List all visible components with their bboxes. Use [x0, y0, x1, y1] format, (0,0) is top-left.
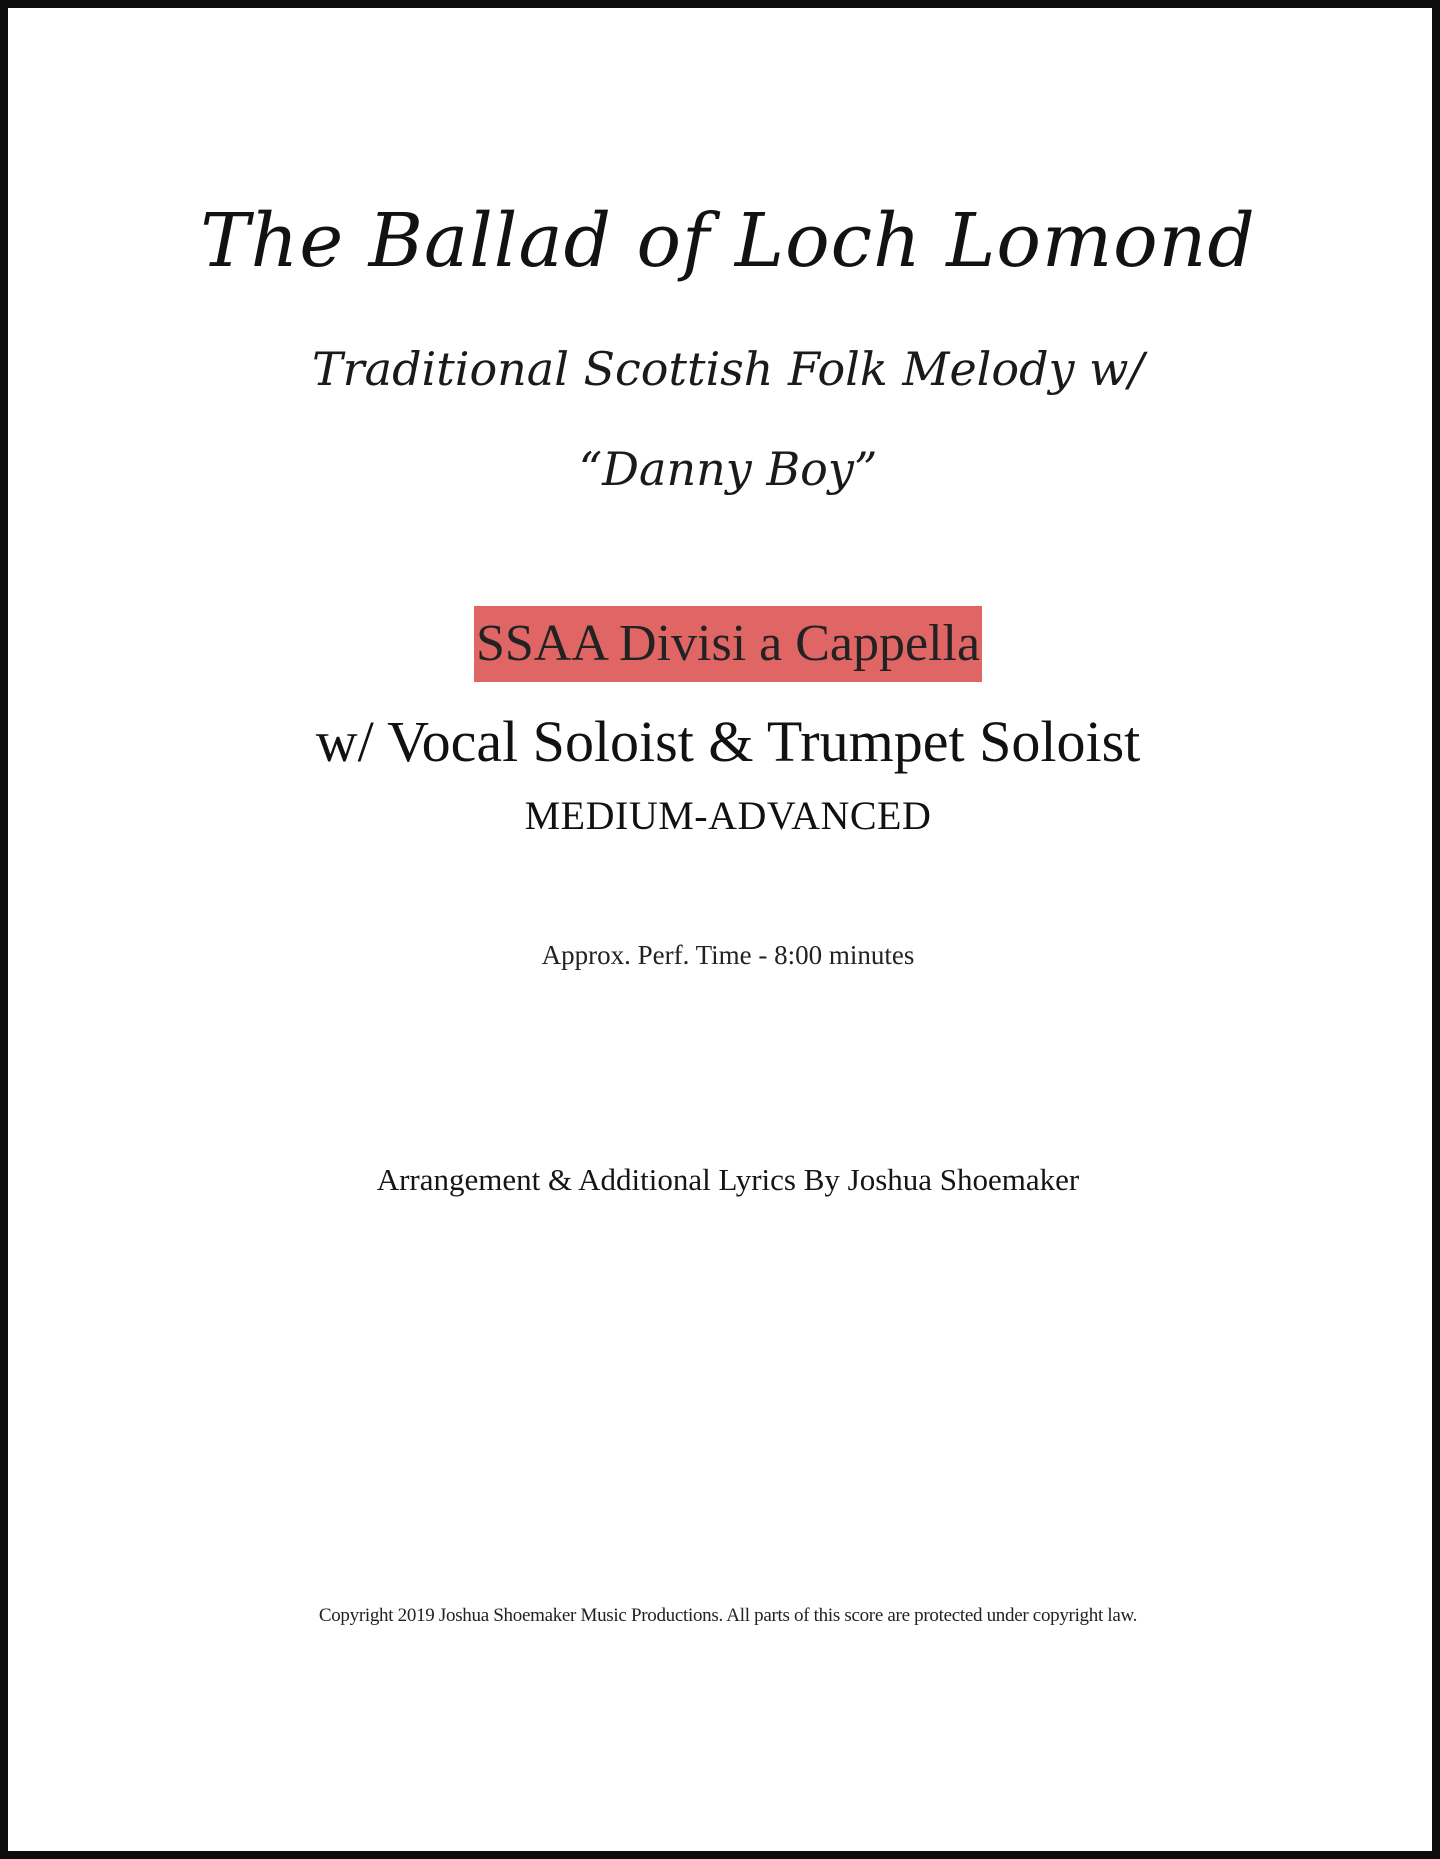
- voicing-highlight: SSAA Divisi a Cappella: [474, 606, 982, 682]
- difficulty-label: MEDIUM-ADVANCED: [524, 793, 932, 838]
- arranger-credits: Arrangement & Additional Lyrics By Joshua Shoemaker: [376, 1162, 1080, 1197]
- performance-time: Approx. Perf. Time - 8:00 minutes: [541, 940, 915, 970]
- copyright-notice: Copyright 2019 Joshua Shoemaker Music Productions. All parts of this score are protected under copyright law.: [318, 1605, 1138, 1626]
- subtitle-line-1: Traditional Scottish Folk Melody w/: [312, 342, 1144, 396]
- page-title: The Ballad of Loch Lomond: [200, 198, 1256, 284]
- voicing-row: [8, 606, 1440, 682]
- subtitle-line-2: “Danny Boy”: [578, 442, 878, 496]
- soloists-line: w/ Vocal Soloist & Trumpet Soloist: [315, 709, 1141, 774]
